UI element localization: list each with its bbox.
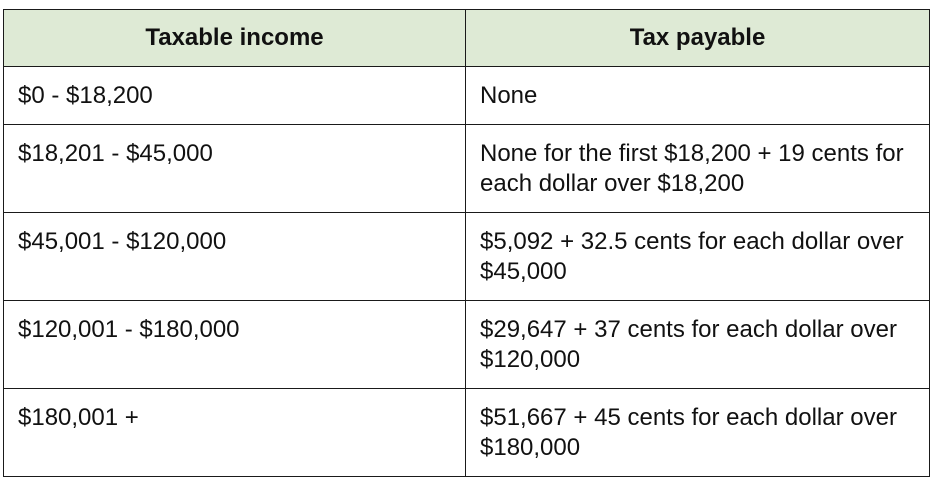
header-tax-payable: Tax payable [466,10,930,67]
taxable-income-cell: $45,001 - $120,000 [4,213,466,301]
tax-payable-cell: None for the first $18,200 + 19 cents for each dollar over $18,200 [466,125,930,213]
table-row [4,213,930,301]
table-row [4,67,930,125]
tax-table-container [3,9,930,477]
table-row [4,389,930,477]
tax-payable-cell: $5,092 + 32.5 cents for each dollar over $45,000 [466,213,930,301]
header-taxable-income: Taxable income [4,10,466,67]
table-row [4,125,930,213]
taxable-income-cell: $180,001 + [4,389,466,477]
tax-payable-cell: $51,667 + 45 cents for each dollar over $180,000 [466,389,930,477]
taxable-income-cell: $0 - $18,200 [4,67,466,125]
table-row [4,301,930,389]
taxable-income-cell: $18,201 - $45,000 [4,125,466,213]
tax-payable-cell: None [466,67,930,125]
taxable-income-cell: $120,001 - $180,000 [4,301,466,389]
tax-rates-table [3,9,930,477]
table-header-row [4,10,930,67]
tax-payable-cell: $29,647 + 37 cents for each dollar over $120,000 [466,301,930,389]
